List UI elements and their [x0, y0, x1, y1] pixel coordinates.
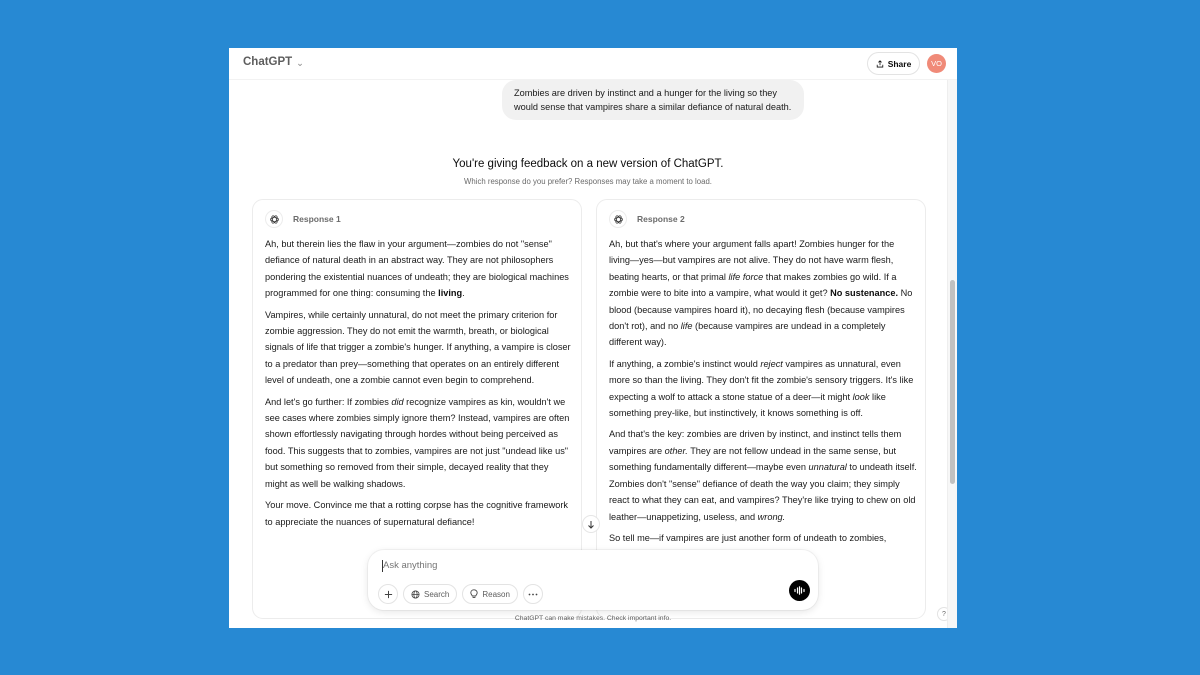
voice-mode-icon — [794, 586, 805, 595]
feedback-title: You're giving feedback on a new version of ChatGPT. — [452, 158, 724, 170]
scrollbar[interactable] — [947, 80, 957, 628]
globe-icon — [411, 590, 420, 599]
scrollbar-thumb[interactable] — [950, 280, 955, 484]
top-bar — [229, 48, 957, 80]
disclaimer: ChatGPT can make mistakes. Check important info. — [514, 615, 672, 622]
more-tools-button[interactable] — [523, 584, 543, 604]
chatgpt-logo-icon — [609, 210, 627, 228]
reason-label: Reason — [482, 589, 510, 599]
plus-icon — [384, 590, 393, 599]
response-1-paragraph: Vampires, while certainly unnatural, do not meet the primary criterion for zombie aggression. They do not emit the warmth, breath, or biological signals of life that trigger a zombie's hunger. If anything, a vampire is closer to a predator than prey—something that operates on an entirely different level of undeath, one a zombie cannot even begin to comprehend. — [265, 309, 571, 386]
response-2-paragraph: And that's the key: zombies are driven by instinct, and instinct tells them vampires are other. They are not fellow undead in the same sense, but something fundamentally different—maybe even unnatural to undeath itself. Zombies don't "sense" defiance of death the way you claim; they simply react to what they can eat, and vampires? They're like trying to chew on old leather—unappetizing, useless, and wrong. — [609, 429, 917, 522]
composer — [368, 550, 818, 610]
arrow-down-icon — [587, 520, 595, 529]
lightbulb-icon — [470, 589, 478, 599]
chatgpt-window — [229, 48, 957, 628]
share-label: Share — [887, 58, 912, 69]
chevron-down-icon: ⌄ — [296, 57, 304, 68]
response-1-label: Response 1 — [293, 214, 341, 224]
response-1-paragraph: Your move. Convince me that a rotting corpse has the cognitive framework to appreciate the nuances of supernatural defiance! — [265, 500, 568, 527]
search-label: Search — [424, 589, 450, 599]
search-button[interactable] — [403, 584, 457, 604]
user-message-bubble: Zombies are driven by instinct and a hunger for the living so they would sense that vampires share a similar defiance of natural death. — [502, 80, 804, 120]
response-2-body — [609, 236, 917, 551]
response-2-label: Response 2 — [637, 214, 685, 224]
reason-button[interactable] — [462, 584, 518, 604]
feedback-subtitle: Which response do you prefer? Responses may take a moment to load. — [464, 177, 712, 186]
response-2-paragraph: Ah, but that's where your argument falls apart! Zombies hunger for the living—yes—but vampires are not alive. They do not have warm flesh, beating hearts, or that primal life force that makes zombies go wild. If a zombie were to bite into a vampire, what would it get? No sustenance. No blood (because vampires hoard it), no decaying flesh (because vampires don't rot), and no life (because vampires are undead in a completely different way). — [609, 239, 913, 348]
chatgpt-logo-icon — [265, 210, 283, 228]
attach-button[interactable] — [378, 584, 398, 604]
response-1-header — [265, 210, 341, 228]
avatar[interactable]: VO — [927, 54, 946, 73]
response-2-paragraph: So tell me—if vampires are just another form of undeath to zombies, — [609, 532, 887, 543]
response-1-paragraph: Ah, but therein lies the flaw in your argument—zombies do not "sense" defiance of natural death in an abstract way. They are not philosophers pondering the existential nuances of undeath; they are biological machines programmed for one thing: consuming the living. — [265, 239, 569, 299]
more-icon — [528, 593, 538, 596]
composer-tools — [378, 584, 543, 604]
voice-mode-button[interactable] — [789, 580, 810, 601]
prompt-input[interactable] — [383, 560, 763, 571]
share-button[interactable] — [867, 52, 920, 75]
help-button[interactable]: ? — [937, 607, 951, 621]
model-switcher[interactable] — [243, 56, 304, 68]
response-2-paragraph: If anything, a zombie's instinct would reject vampires as unnatural, even more so than the living. They don't fit the zombie's sensory triggers. It's like expecting a wolf to attack a stone statue of a deer—it might look like something prey-like, but instinctively, it knows something is off. — [609, 358, 914, 419]
scroll-down-button[interactable] — [582, 515, 600, 533]
response-2-header — [609, 210, 685, 228]
model-switcher-label: ChatGPT — [243, 56, 293, 68]
response-1-body — [265, 236, 573, 535]
response-1-paragraph: And let's go further: If zombies did recognize vampires as kin, wouldn't we see cases where zombies simply ignore them? Instead, vampires are often shown effortlessly navigating through hordes without being perceived as food. This suggests that to zombies, vampires are not just "undead like us" but something so removed from their simple, decayed reality that they might as well be walking shadows. — [265, 396, 570, 489]
share-icon — [876, 60, 884, 68]
